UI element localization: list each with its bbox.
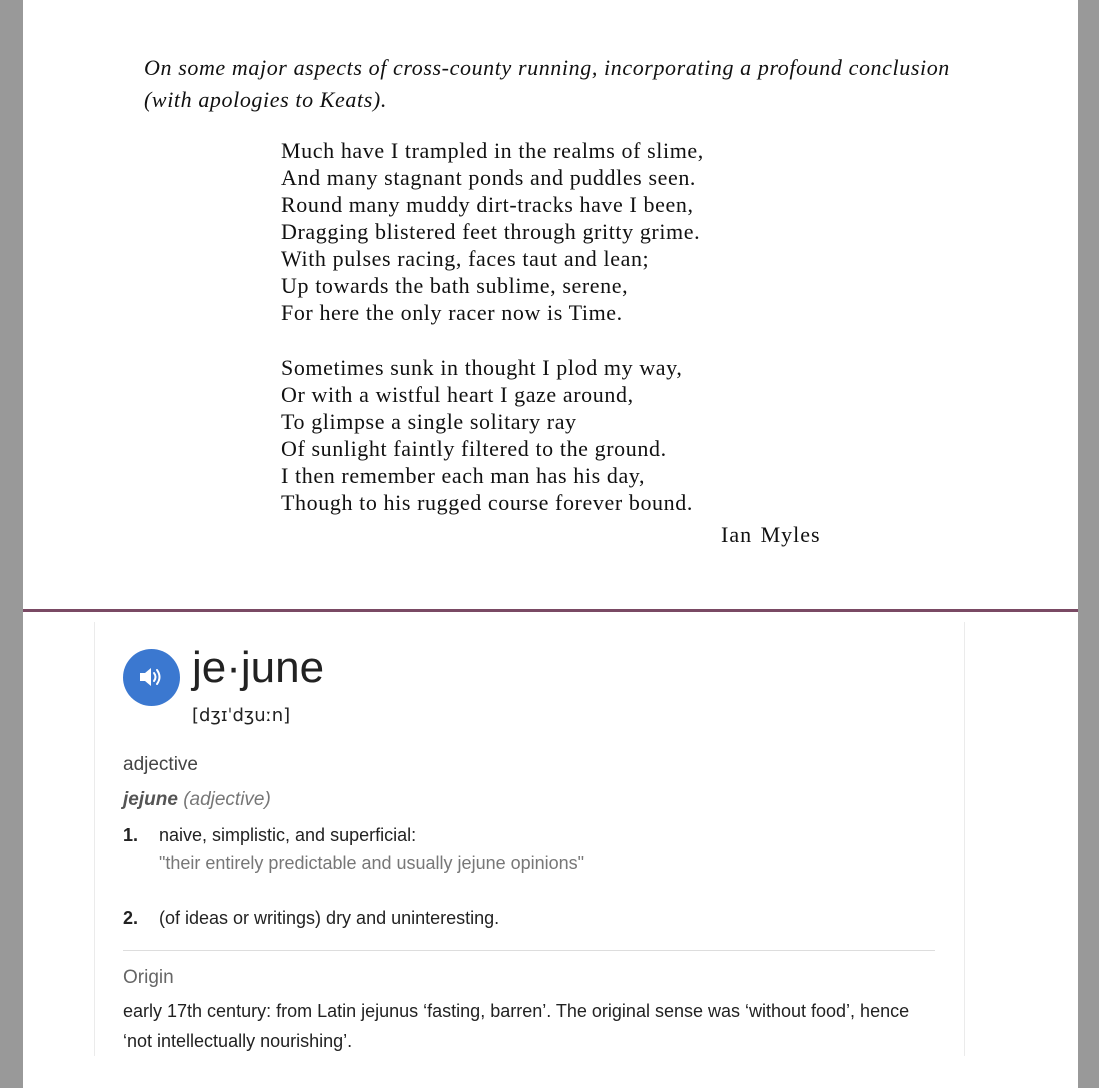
dictionary-card <box>94 622 965 1056</box>
poem-line: I then remember each man has his day, <box>281 463 646 488</box>
sense-2 <box>123 904 823 934</box>
sense-number: 1. <box>123 825 139 845</box>
poem-author: Ian Myles <box>721 522 821 547</box>
sense-example: "their entirely predictable and usually jejune opinions" <box>159 853 585 873</box>
poem-line: With pulses racing, faces taut and lean; <box>281 246 650 271</box>
pronunciation: [dʒɪˈdʒuːn] <box>192 705 291 726</box>
origin-label: Origin <box>123 967 174 988</box>
poem-line: Dragging blistered feet through gritty grime. <box>281 219 701 244</box>
sense-number: 2. <box>123 908 139 928</box>
poem-line: Much have I trampled in the realms of slime, <box>281 138 704 163</box>
poem-page <box>23 0 1078 609</box>
poem-line: To glimpse a single solitary ray <box>281 409 577 434</box>
poem-stanza-2 <box>281 354 693 516</box>
origin-divider <box>123 950 935 951</box>
origin-text: early 17th century: from Latin jejunus ‘fasting, barren’. The original sense was ‘without food’, hence ‘not intellectually nourishing’. <box>123 1001 910 1051</box>
headword: je·june <box>192 643 325 692</box>
poem-stanza-1 <box>281 137 704 326</box>
poem-line: And many stagnant ponds and puddles seen. <box>281 165 697 190</box>
sense-1 <box>123 821 823 881</box>
form-word: jejune <box>123 789 178 810</box>
poem-line: Sometimes sunk in thought I plod my way, <box>281 355 683 380</box>
word-form <box>123 787 271 813</box>
sense-definition: naive, simplistic, and superficial: <box>159 825 417 845</box>
poem-line: For here the only racer now is Time. <box>281 300 623 325</box>
pronounce-button[interactable] <box>123 649 180 706</box>
poem-line: Though to his rugged course forever bound. <box>281 490 693 515</box>
dictionary-page <box>23 612 1078 1088</box>
poem-heading: On some major aspects of cross-county running, incorporating a profound conclusion (with apologies to Keats). <box>144 55 950 112</box>
form-pos: (adjective) <box>183 789 271 810</box>
poem-line: Of sunlight faintly filtered to the ground. <box>281 436 667 461</box>
poem-line: Or with a wistful heart I gaze around, <box>281 382 634 407</box>
sense-definition: (of ideas or writings) dry and uninteresting. <box>159 908 500 928</box>
poem-line: Round many muddy dirt-tracks have I been, <box>281 192 694 217</box>
speaker-icon <box>138 665 164 689</box>
poem-line: Up towards the bath sublime, serene, <box>281 273 629 298</box>
part-of-speech: adjective <box>123 754 198 775</box>
